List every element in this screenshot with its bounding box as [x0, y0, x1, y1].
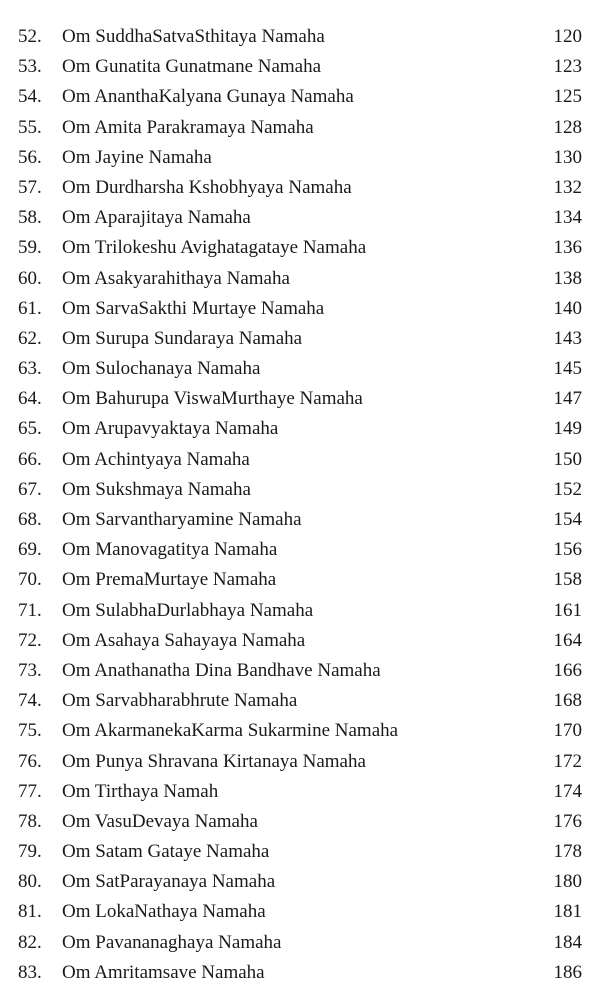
entry-number: 61. — [18, 297, 42, 319]
entry-title: Om Durdharsha Kshobhyaya Namaha — [62, 176, 352, 198]
entry-page-number: 178 — [553, 841, 582, 863]
entry-page-number: 152 — [553, 478, 582, 500]
toc-entry — [18, 928, 582, 958]
toc-entry — [18, 747, 582, 777]
entry-title: Om Sarvabharabhrute Namaha — [62, 690, 298, 712]
entry-page-number: 161 — [553, 599, 582, 621]
entry-page-number: 149 — [553, 418, 582, 440]
entry-number: 66. — [18, 448, 42, 470]
entry-title: Om Anathanatha Dina Bandhave Namaha — [62, 659, 381, 681]
entry-page-number: 184 — [553, 931, 582, 953]
entry-number: 53. — [18, 56, 42, 78]
entry-page-number: 158 — [553, 569, 582, 591]
toc-entry — [18, 22, 582, 52]
entry-page-number: 186 — [553, 961, 582, 983]
entry-title: Om Amita Parakramaya Namaha — [62, 116, 314, 138]
entry-page-number: 125 — [553, 86, 582, 108]
toc-entry — [18, 807, 582, 837]
entry-title: Om Surupa Sundaraya Namaha — [62, 327, 303, 349]
entry-number: 76. — [18, 750, 42, 772]
entry-title: Om Tirthaya Namah — [62, 780, 219, 802]
entry-title: Om Manovagatitya Namaha — [62, 539, 278, 561]
entry-title: Om Aparajitaya Namaha — [62, 207, 251, 229]
entry-number: 78. — [18, 810, 42, 832]
entry-page-number: 180 — [553, 871, 582, 893]
entry-page-number: 166 — [553, 659, 582, 681]
entry-title: Om Trilokeshu Avighatagataye Namaha — [62, 237, 367, 259]
toc-entry — [18, 716, 582, 746]
entry-number: 75. — [18, 720, 42, 742]
toc-entry — [18, 384, 582, 414]
toc-entry — [18, 475, 582, 505]
entry-page-number: 145 — [553, 358, 582, 380]
entry-title: Om Asahaya Sahayaya Namaha — [62, 629, 306, 651]
entry-number: 77. — [18, 780, 42, 802]
entry-number: 67. — [18, 478, 42, 500]
entry-page-number: 156 — [553, 539, 582, 561]
entry-title: Om Sukshmaya Namaha — [62, 478, 251, 500]
entry-number: 74. — [18, 690, 42, 712]
toc-entry — [18, 897, 582, 927]
entry-title: Om Jayine Namaha — [62, 146, 212, 168]
entry-page-number: 140 — [553, 297, 582, 319]
entry-number: 68. — [18, 509, 42, 530]
toc-entry — [18, 837, 582, 867]
entry-number: 65. — [18, 418, 42, 440]
entry-number: 54. — [18, 86, 42, 108]
toc-entry — [18, 505, 582, 535]
toc-entry — [18, 777, 582, 807]
toc-entry — [18, 656, 582, 686]
entry-number: 83. — [18, 961, 42, 983]
entry-number: 52. — [18, 26, 42, 47]
entry-page-number: 147 — [553, 388, 582, 410]
toc-entry — [18, 565, 582, 595]
entry-page-number: 164 — [553, 629, 582, 651]
toc-entry — [18, 143, 582, 173]
toc-entry — [18, 324, 582, 354]
toc-entry — [18, 354, 582, 384]
entry-title: Om SulabhaDurlabhaya Namaha — [62, 599, 314, 621]
entry-title: Om PremaMurtaye Namaha — [62, 569, 277, 591]
table-of-contents — [18, 22, 582, 988]
entry-page-number: 181 — [553, 901, 582, 923]
entry-number: 55. — [18, 116, 42, 138]
entry-title: Om Punya Shravana Kirtanaya Namaha — [62, 750, 366, 772]
entry-number: 79. — [18, 841, 42, 863]
entry-title: Om SuddhaSatvaSthitaya Namaha — [62, 26, 325, 47]
toc-entry — [18, 596, 582, 626]
entry-page-number: 174 — [553, 780, 582, 802]
entry-title: Om AnanthaKalyana Gunaya Namaha — [62, 86, 354, 108]
entry-title: Om Sulochanaya Namaha — [62, 358, 261, 380]
toc-entry — [18, 535, 582, 565]
toc-entry — [18, 294, 582, 324]
entry-title: Om Satam Gataye Namaha — [62, 841, 270, 863]
entry-number: 72. — [18, 629, 42, 651]
entry-number: 63. — [18, 358, 42, 380]
entry-title: Om Sarvantharyamine Namaha — [62, 509, 302, 530]
toc-entry — [18, 686, 582, 716]
entry-title: Om Asakyarahithaya Namaha — [62, 267, 290, 289]
entry-page-number: 134 — [553, 207, 582, 229]
entry-number: 71. — [18, 599, 42, 621]
entry-number: 69. — [18, 539, 42, 561]
entry-page-number: 170 — [553, 720, 582, 742]
toc-entry — [18, 203, 582, 233]
entry-title: Om SatParayanaya Namaha — [62, 871, 276, 893]
toc-entry — [18, 82, 582, 112]
toc-entry — [18, 264, 582, 294]
entry-number: 73. — [18, 659, 42, 681]
entry-title: Om Bahurupa ViswaMurthaye Namaha — [62, 388, 363, 410]
toc-entry — [18, 626, 582, 656]
entry-title: Om SarvaSakthi Murtaye Namaha — [62, 297, 325, 319]
entry-page-number: 128 — [553, 116, 582, 138]
entry-number: 58. — [18, 207, 42, 229]
toc-entry — [18, 958, 582, 988]
entry-title: Om VasuDevaya Namaha — [62, 810, 258, 832]
entry-page-number: 123 — [553, 56, 582, 78]
entry-number: 56. — [18, 146, 42, 168]
toc-entry — [18, 173, 582, 203]
toc-entry — [18, 52, 582, 82]
entry-number: 80. — [18, 871, 42, 893]
entry-page-number: 154 — [553, 509, 582, 530]
entry-number: 62. — [18, 327, 42, 349]
entry-page-number: 172 — [553, 750, 582, 772]
entry-number: 60. — [18, 267, 42, 289]
entry-page-number: 130 — [553, 146, 582, 168]
entry-title: Om Amritamsave Namaha — [62, 961, 265, 983]
entry-page-number: 143 — [553, 327, 582, 349]
toc-entry — [18, 445, 582, 475]
entry-page-number: 136 — [553, 237, 582, 259]
toc-entry — [18, 113, 582, 143]
entry-number: 64. — [18, 388, 42, 410]
entry-number: 59. — [18, 237, 42, 259]
entry-title: Om Gunatita Gunatmane Namaha — [62, 56, 322, 78]
entry-page-number: 138 — [553, 267, 582, 289]
toc-entry — [18, 233, 582, 263]
entry-number: 82. — [18, 931, 42, 953]
entry-page-number: 132 — [553, 176, 582, 198]
entry-number: 81. — [18, 901, 42, 923]
entry-title: Om AkarmanekaKarma Sukarmine Namaha — [62, 720, 399, 742]
entry-title: Om Arupavyaktaya Namaha — [62, 418, 279, 440]
entry-title: Om LokaNathaya Namaha — [62, 901, 266, 923]
entry-number: 57. — [18, 176, 42, 198]
entry-number: 70. — [18, 569, 42, 591]
entry-page-number: 176 — [553, 810, 582, 832]
entry-page-number: 168 — [553, 690, 582, 712]
entry-title: Om Pavananaghaya Namaha — [62, 931, 282, 953]
toc-entry — [18, 867, 582, 897]
entry-page-number: 150 — [553, 448, 582, 470]
entry-title: Om Achintyaya Namaha — [62, 448, 250, 470]
entry-page-number: 120 — [553, 26, 582, 47]
toc-entry — [18, 414, 582, 444]
